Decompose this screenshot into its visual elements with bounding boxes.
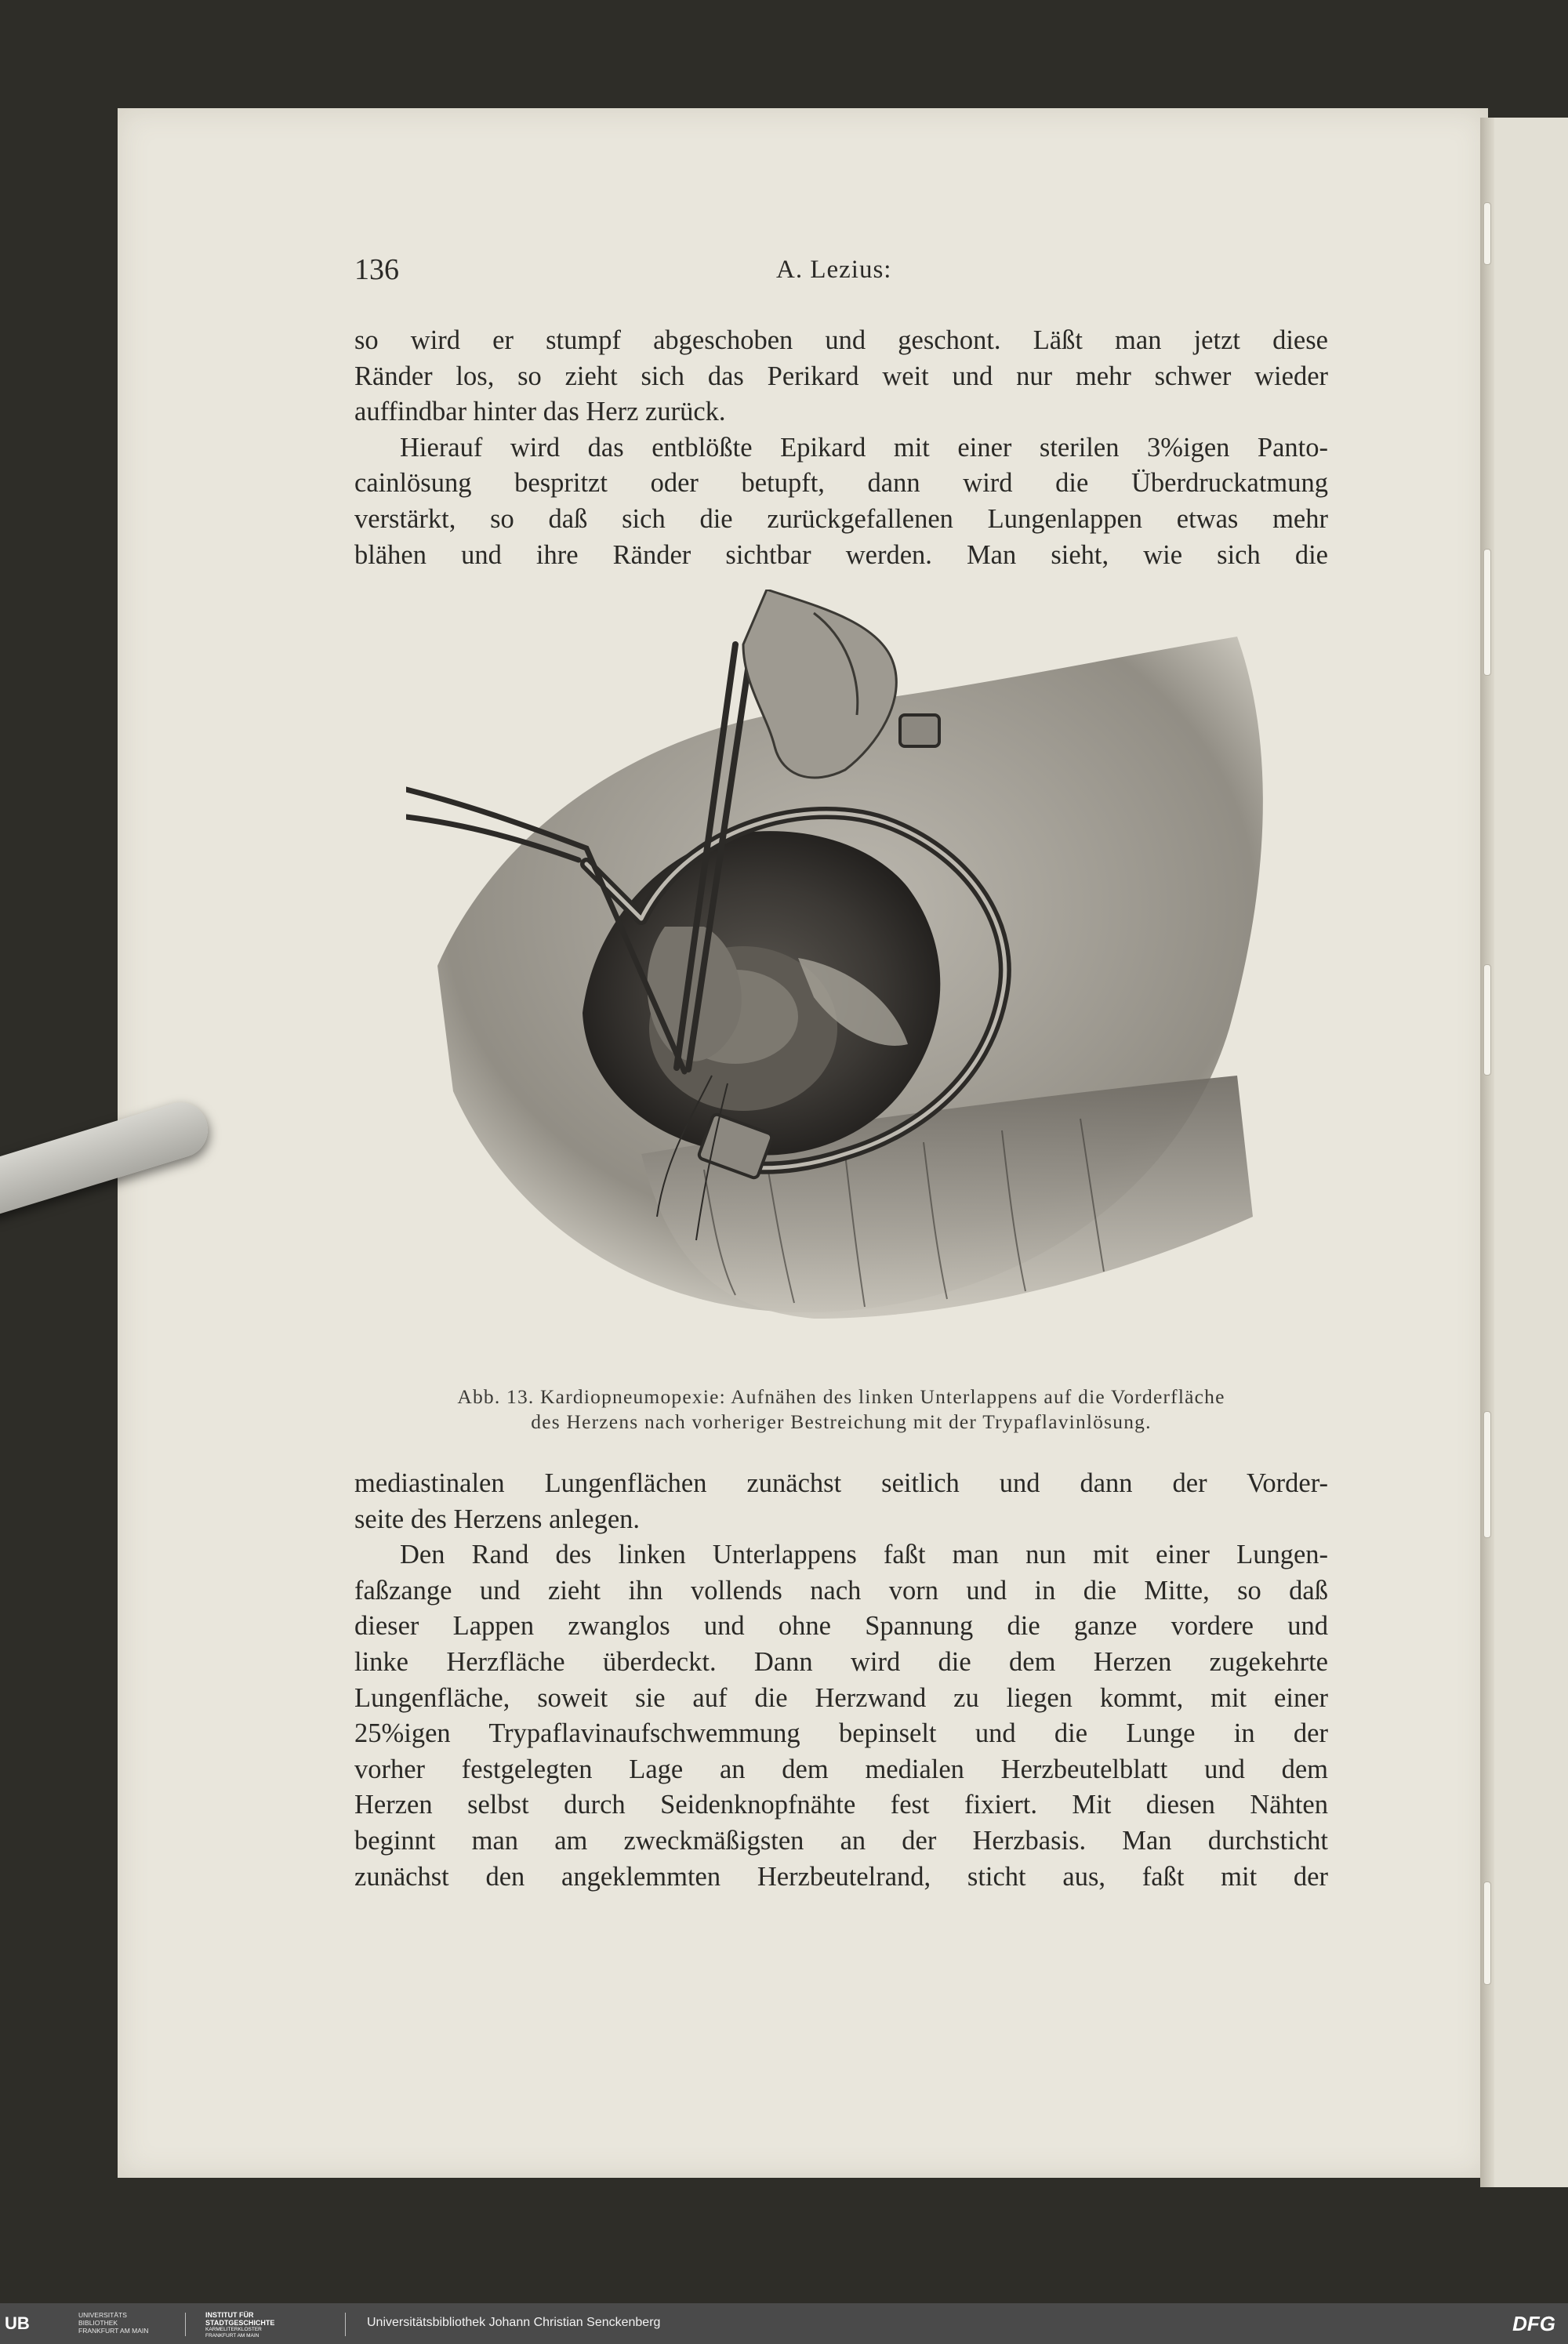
text-line: dieser Lappen zwanglos und ohne Spannung die ganze vordere und: [354, 1611, 1328, 1642]
footer-divider: [345, 2313, 346, 2336]
text-line: Ränder los, so zieht sich das Perikard weit und nur mehr schwer wieder: [354, 361, 1328, 391]
text-line: faßzange und zieht ihn vollends nach vorn und in die Mitte, so daß: [354, 1575, 1328, 1606]
binding-stitch: [1483, 1881, 1491, 1985]
text-line: 25%igen Trypaflavinaufschwemmung bepinselt und die Lunge in der: [354, 1718, 1328, 1749]
surgical-illustration: [406, 590, 1300, 1334]
text-line: vorher festgelegten Lage an dem medialen Herzbeutelblatt und dem: [354, 1754, 1328, 1784]
ub-line: UNIVERSITÄTS: [78, 2311, 127, 2319]
ub-logo: UB: [5, 2313, 30, 2333]
page-number: 136: [354, 253, 399, 286]
figure-caption: [354, 1384, 1328, 1435]
text-line: Den Rand des linken Unterlappens faßt man nun mit einer Lungen-: [400, 1540, 1328, 1570]
ub-line: FRANKFURT AM MAIN: [78, 2327, 149, 2335]
footer-divider: [185, 2313, 186, 2336]
caption-line: des Herzens nach vorheriger Bestreichung mit der Trypaflavinlösung.: [531, 1410, 1152, 1433]
text-line: Hierauf wird das entblößte Epikard mit einer sterilen 3%igen Panto-: [400, 432, 1328, 463]
body-text-bottom: [354, 1466, 1328, 1895]
body-text-top: [354, 323, 1328, 573]
binding-stitch: [1483, 549, 1491, 676]
isg-line: STADTGESCHICHTE: [205, 2319, 275, 2327]
dfg-logo: DFG: [1512, 2312, 1555, 2335]
isg-line: INSTITUT FÜR: [205, 2311, 254, 2319]
retractor-clamp: [900, 715, 939, 746]
binding-stitch: [1483, 1411, 1491, 1538]
text-line: so wird er stumpf abgeschoben und geschont. Läßt man jetzt diese: [354, 325, 1328, 355]
isg-logo-text: [205, 2311, 315, 2339]
ub-logo-text: [78, 2311, 165, 2335]
text-line: linke Herzfläche überdeckt. Dann wird die dem Herzen zugekehrte: [354, 1646, 1328, 1677]
text-line: verstärkt, so daß sich die zurückgefallenen Lungenlappen etwas mehr: [354, 503, 1328, 534]
text-line: mediastinalen Lungenflächen zunächst seitlich und dann der Vorder-: [354, 1468, 1328, 1498]
binding-stitch: [1483, 964, 1491, 1076]
isg-line: FRANKFURT AM MAIN: [205, 2333, 260, 2339]
digitization-footer: [0, 2303, 1568, 2344]
text-line: seite des Herzens anlegen.: [354, 1504, 641, 1534]
book-binding: [1480, 118, 1494, 2187]
text-line: Lungenfläche, soweit sie auf die Herzwand zu liegen kommt, mit einer: [354, 1682, 1328, 1713]
isg-line: KARMELITERKLOSTER: [205, 2327, 262, 2332]
text-line: beginnt man am zweckmäßigsten an der Herzbasis. Man durchsticht: [354, 1825, 1328, 1856]
page-header: [0, 252, 1568, 292]
text-line: auffindbar hinter das Herz zurück.: [354, 397, 726, 427]
text-line: Herzen selbst durch Seidenknopfnähte fest fixiert. Mit diesen Nähten: [354, 1790, 1328, 1820]
running-head: A. Lezius:: [776, 256, 892, 284]
library-name: Universitätsbibliothek Johann Christian Senckenberg: [367, 2316, 661, 2329]
text-line: cainlösung bespritzt oder betupft, dann wird die Überdruckatmung: [354, 468, 1328, 499]
ub-line: BIBLIOTHEK: [78, 2319, 118, 2327]
text-line: zunächst den angeklemmten Herzbeutelrand, sticht aus, faßt mit der: [354, 1861, 1328, 1892]
caption-line: Abb. 13. Kardiopneumopexie: Aufnähen des linken Unterlappens auf die Vorderfläche: [457, 1385, 1225, 1408]
text-line: blähen und ihre Ränder sichtbar werden. Man sieht, wie sich die: [354, 539, 1328, 570]
